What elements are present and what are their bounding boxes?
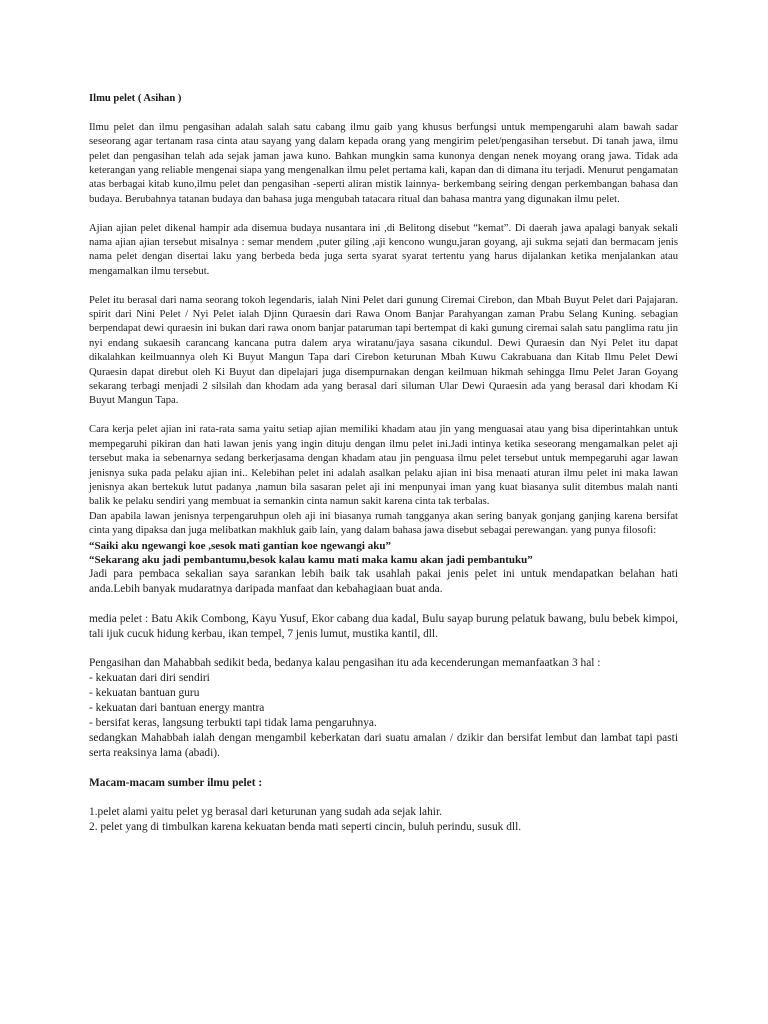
paragraph-lawan-jenis: Dan apabila lawan jenisnya terpengaruhpun oleh aji ini biasanya rumah tangganya akan sering banyak gonjang ganjing karena bersifat cinta yang dipaksa dan juga melibatkan makhluk gaib lain, yang dalam bahasa jawa disebut sebagai perewangan. yang punya filosofi: (89, 510, 678, 537)
list-item: - bersifat keras, langsung terbukti tapi tidak lama pengaruhnya. (89, 717, 377, 730)
list-item: - kekuatan bantuan guru (89, 687, 200, 700)
list-item: 1.pelet alami yaitu pelet yg berasal dari keturunan yang sudah ada sejak lahir. (89, 805, 442, 818)
document-title: Ilmu pelet ( Asihan ) (89, 93, 182, 104)
paragraph-origin: Pelet itu berasal dari nama seorang tokoh legendaris, ialah Nini Pelet dari gunung Ciremai Cirebon, dan Mbah Buyut Pelet dari Pajajaran. spirit dari Nini Pelet / Nyi Pelet ialah Djinn Quraesin dari Rawa Onom Banjar Parahyangan zaman Prabu Selang Kuning. sebagian berpendapat dewi quraesin ini bukan dari rawa onom banjar pataruman tapi bertempat di kaki gunung ciremai salah satu panglima ratu jin nyi endang sukaesih carancang kancana putra dalem arya wiratanu/jaya sasana cikundul. Dewi Quraesin dan Nyi Pelet itu dapat dikalahkan keilmuannya oleh Ki Buyut Mangun Tapa dari Cirebon keturunan Mbah Kuwu Cakrabuana dan Kitab Ilmu Pelet Dewi Quraesin dapat direbut oleh Ki Buyut dan dipelajari juga disempurnakan dengan keilmuan hikmah sehingga Ilmu Pelet Jaran Goyang sekarang terbagi menjadi 2 silsilah dan khodam ada yang berasal dari siluman Ular Dewi Quraesin ada yang berasal dari khodam Ki Buyut Mangun Tapa. (89, 294, 678, 407)
paragraph-mahabbah: sedangkan Mahabbah ialah dengan mengambil keberkatan dari suatu amalan / dzikir dan bersifat lembut dan lambat tapi pasti serta reaksinya lama (abadi). (89, 732, 678, 760)
quote-indonesian: “Sekarang aku jadi pembantumu,besok kalau kamu mati maka kamu akan jadi pembantuku” (89, 553, 533, 566)
list-item: - kekuatan dari diri sendiri (89, 672, 210, 685)
paragraph-pengasihan-intro: Pengasihan dan Mahabbah sedikit beda, bedanya kalau pengasihan itu ada kecenderungan memanfaatkan 3 hal : (89, 657, 601, 670)
paragraph-media: media pelet : Batu Akik Combong, Kayu Yusuf, Ekor cabang dua kadal, Bulu sayap burung pelatuk bawang, bulu bebek kimpoi, tali ijuk cucuk hidung kerbau, ikan tempel, 7 jenis lumut, mustika kantil, dll. (89, 612, 678, 640)
paragraph-cara-kerja: Cara kerja pelet ajian ini rata-rata sama yaitu setiap ajian memiliki khadam atau jin yang menguasai atau yang bisa diperintahkan untuk mempegaruhi pikiran dan hati lawan jenis yang ingin dituju dengan ilmu pelet ini.Jadi intinya ketika seseorang mengamalkan pelet aji tersebut maka ia sebenarnya sedang berkerjasama dengan khadam atau jin penguasa ilmu pelet tersebut untuk mempegaruhi agar lawan jenisnya suka pada pelaku ajian ini.. Kelebihan pelet ini adalah asalkan pelaku ajian ini bisa menaati aturan ilmu pelet ini maka lawan jenisnya akan bertekuk lutut padanya ,namun bila sasaran pelet aji ini menpunyai iman yang kuat biasanya sulit ditembus malah nanti balik ke pelaku sendiri yang membuat ia semankin cinta namun sakit karena cinta tak terbalas. (89, 424, 678, 508)
quote-javanese: “Saiki aku ngewangi koe ,sesok mati gantian koe ngewangi aku” (89, 539, 391, 552)
paragraph-ajian: Ajian ajian pelet dikenal hampir ada disemua budaya nusantara ini ,di Belitong disebut “kemat”. Di daerah jawa apalagi banyak sekali nama ajian ajian tersebut misalnya : semar mendem ,puter giling ,aji kencono wungu,jaran goyang, aji sukma sejati dan bermacam jenis nama pelet dengan disertai laku yang berbeda beda juga serta syarat syarat tertentu yang harus dijalankan ketika menjalankan atau mengamalkan ilmu tersebut. (89, 222, 678, 277)
list-item: - kekuatan dari bantuan energy mantra (89, 702, 265, 715)
paragraph-advice: Jadi para pembaca sekalian saya sarankan lebih baik tak usahlah pakai jenis pelet ini untuk mendapatkan belahan hati anda.Lebih banyak mudaratnya daripada manfaat dan kebahagiaan buat anda. (89, 568, 678, 596)
sources-heading: Macam-macam sumber ilmu pelet : (89, 776, 263, 789)
paragraph-intro: Ilmu pelet dan ilmu pengasihan adalah salah satu cabang ilmu gaib yang khusus berfungsi untuk mempengaruhi alam bawah sadar seseorang agar tertanam rasa cinta atau sayang yang dalam kepada orang yang mengirim pelet/pengasihan tersebut. Di tanah jawa, ilmu pelet dan pengasihan telah ada sejak jaman jawa kuno. Bahkan mungkin sama kunonya dengan nenek moyang orang jawa. Tidak ada keterangan yang reliable mengenai siapa yang mengenalkan ilmu pelet pertama kali, kapan dan di dimana itu terjadi. Menurut pengamatan atas berbagai kitab kuno,ilmu pelet dan pengasihan -seperti aliran mistik lainnya- berkembang seiring dengan perkembangan bahasa dan budaya. Berubahnya tatanan budaya dan bahasa juga mengubah tatacara ritual dan bahasa mantra yang digunakan ilmu pelet. (89, 121, 678, 205)
document-page (89, 92, 678, 835)
list-item: 2. pelet yang di timbulkan karena kekuatan benda mati seperti cincin, buluh perindu, susuk dll. (89, 820, 522, 833)
